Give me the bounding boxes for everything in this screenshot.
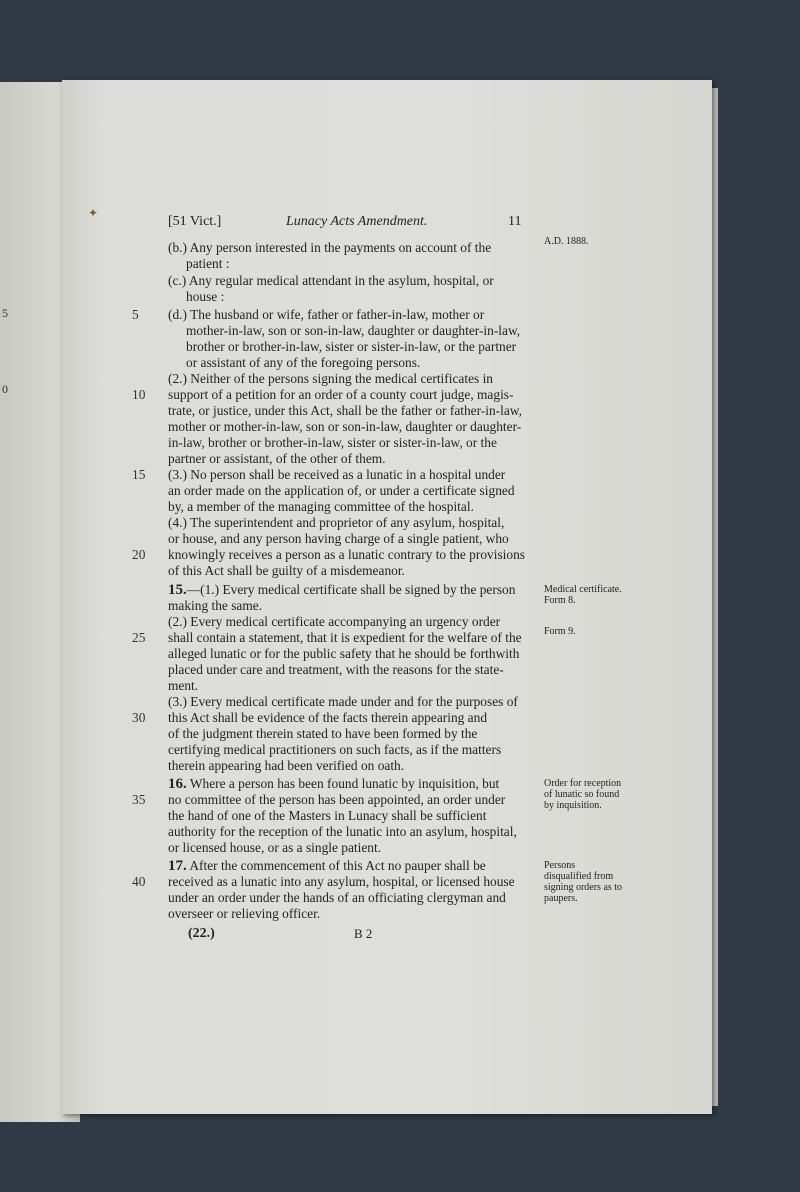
text-line: partner or assistant, of the other of them. — [168, 451, 386, 466]
text-line: the hand of one of the Masters in Lunacy shall be sufficient — [168, 808, 487, 823]
margin-note: Form 9. — [544, 626, 576, 637]
text-line: brother or brother-in-law, sister or sister-in-law, or the partner — [186, 339, 517, 354]
text-line: this Act shall be evidence of the facts therein appearing and — [168, 710, 488, 725]
left-page-number: 0 — [2, 382, 8, 396]
text-line: patient : — [186, 256, 230, 271]
line-number: 10 — [132, 387, 146, 402]
text-line: making the same. — [168, 598, 263, 613]
text-line: mother-in-law, son or son-in-law, daughter or daughter-in-law, — [186, 323, 521, 338]
line-number: 35 — [132, 792, 146, 807]
section-number: 17. — [168, 858, 187, 874]
text-line: or licensed house, or as a single patient. — [168, 840, 382, 855]
line-number: 20 — [132, 547, 146, 562]
line-number: 30 — [132, 710, 146, 725]
left-page-number: 5 — [2, 306, 8, 320]
text-line-content: After the commencement of this Act no pauper shall be — [186, 858, 486, 873]
text-line: shall contain a statement, that it is expedient for the welfare of the — [168, 630, 522, 645]
text-line: (2.) Every medical certificate accompanying an urgency order — [168, 614, 501, 629]
section-number: 16. — [168, 776, 187, 792]
text-line — [168, 776, 536, 792]
header-regnal-year: [51 Vict.] — [168, 214, 222, 229]
text-line: ment. — [168, 678, 199, 693]
text-line: no committee of the person has been appointed, an order under — [168, 792, 506, 807]
line-number: 5 — [132, 307, 139, 322]
text-line: in-law, brother or brother-in-law, sister or sister-in-law, or the — [168, 435, 497, 450]
text-line — [168, 858, 536, 874]
text-line: an order made on the application of, or under a certificate signed — [168, 483, 515, 498]
line-number: 40 — [132, 874, 146, 889]
text-line: trate, or justice, under this Act, shall be the father or father-in-law, — [168, 403, 522, 418]
text-line: (d.) The husband or wife, father or father-in-law, mother or — [168, 307, 485, 322]
text-line: of the judgment therein stated to have been formed by the — [168, 726, 478, 741]
text-line: under an order under the hands of an officiating clergyman and — [168, 890, 506, 905]
text-line: house : — [186, 289, 225, 304]
text-line: or assistant of any of the foregoing persons. — [186, 355, 421, 370]
text-line: overseer or relieving officer. — [168, 906, 321, 921]
page-mark: ✦ — [88, 206, 99, 220]
text-line: (3.) No person shall be received as a lunatic in a hospital under — [168, 467, 506, 482]
text-line: (2.) Neither of the persons signing the medical certificates in — [168, 371, 493, 386]
footer-signature: B 2 — [354, 926, 373, 941]
header-title: Lunacy Acts Amendment. — [286, 214, 428, 229]
text-line: authority for the reception of the lunatic into an asylum, hospital, — [168, 824, 517, 839]
margin-note: Order for reception of lunatic so found by inquisition. — [544, 778, 622, 811]
section-number: 15. — [168, 582, 187, 598]
text-line: (c.) Any regular medical attendant in the asylum, hospital, or — [168, 273, 494, 288]
text-line-content: —(1.) Every medical certificate shall be signed by the person — [186, 582, 516, 597]
header-page-number: 11 — [508, 214, 522, 229]
text-line: placed under care and treatment, with the reasons for the state- — [168, 662, 504, 677]
footer-number: (22.) — [188, 926, 215, 941]
text-line-content: Where a person has been found lunatic by inquisition, but — [186, 776, 500, 791]
margin-note: Medical certificate. Form 8. — [544, 584, 622, 606]
text-line: by, a member of the managing committee of the hospital. — [168, 499, 474, 514]
text-line: knowingly receives a person as a lunatic contrary to the provisions — [168, 547, 525, 562]
text-line — [168, 582, 536, 598]
text-line: or house, and any person having charge of a single patient, who — [168, 531, 509, 546]
text-line: (3.) Every medical certificate made under and for the purposes of — [168, 694, 518, 709]
margin-note: Persons disqualified from signing orders as to paupers. — [544, 860, 623, 904]
text-line: (4.) The superintendent and proprietor of any asylum, hospital, — [168, 515, 505, 530]
text-line: certifying medical practitioners on such facts, as if the matters — [168, 742, 502, 757]
text-line: alleged lunatic or for the public safety that he should be forthwith — [168, 646, 520, 661]
text-line: of this Act shall be guilty of a misdemeanor. — [168, 563, 405, 578]
line-number: 15 — [132, 467, 146, 482]
line-number: 25 — [132, 630, 146, 645]
text-line: mother or mother-in-law, son or son-in-law, daughter or daughter- — [168, 419, 522, 434]
text-line: support of a petition for an order of a county court judge, magis- — [168, 387, 514, 402]
margin-date: A.D. 1888. — [544, 236, 589, 247]
text-line: (b.) Any person interested in the payments on account of the — [168, 240, 492, 255]
text-line: therein appearing had been verified on oath. — [168, 758, 405, 773]
text-line: received as a lunatic into any asylum, hospital, or licensed house — [168, 874, 515, 889]
